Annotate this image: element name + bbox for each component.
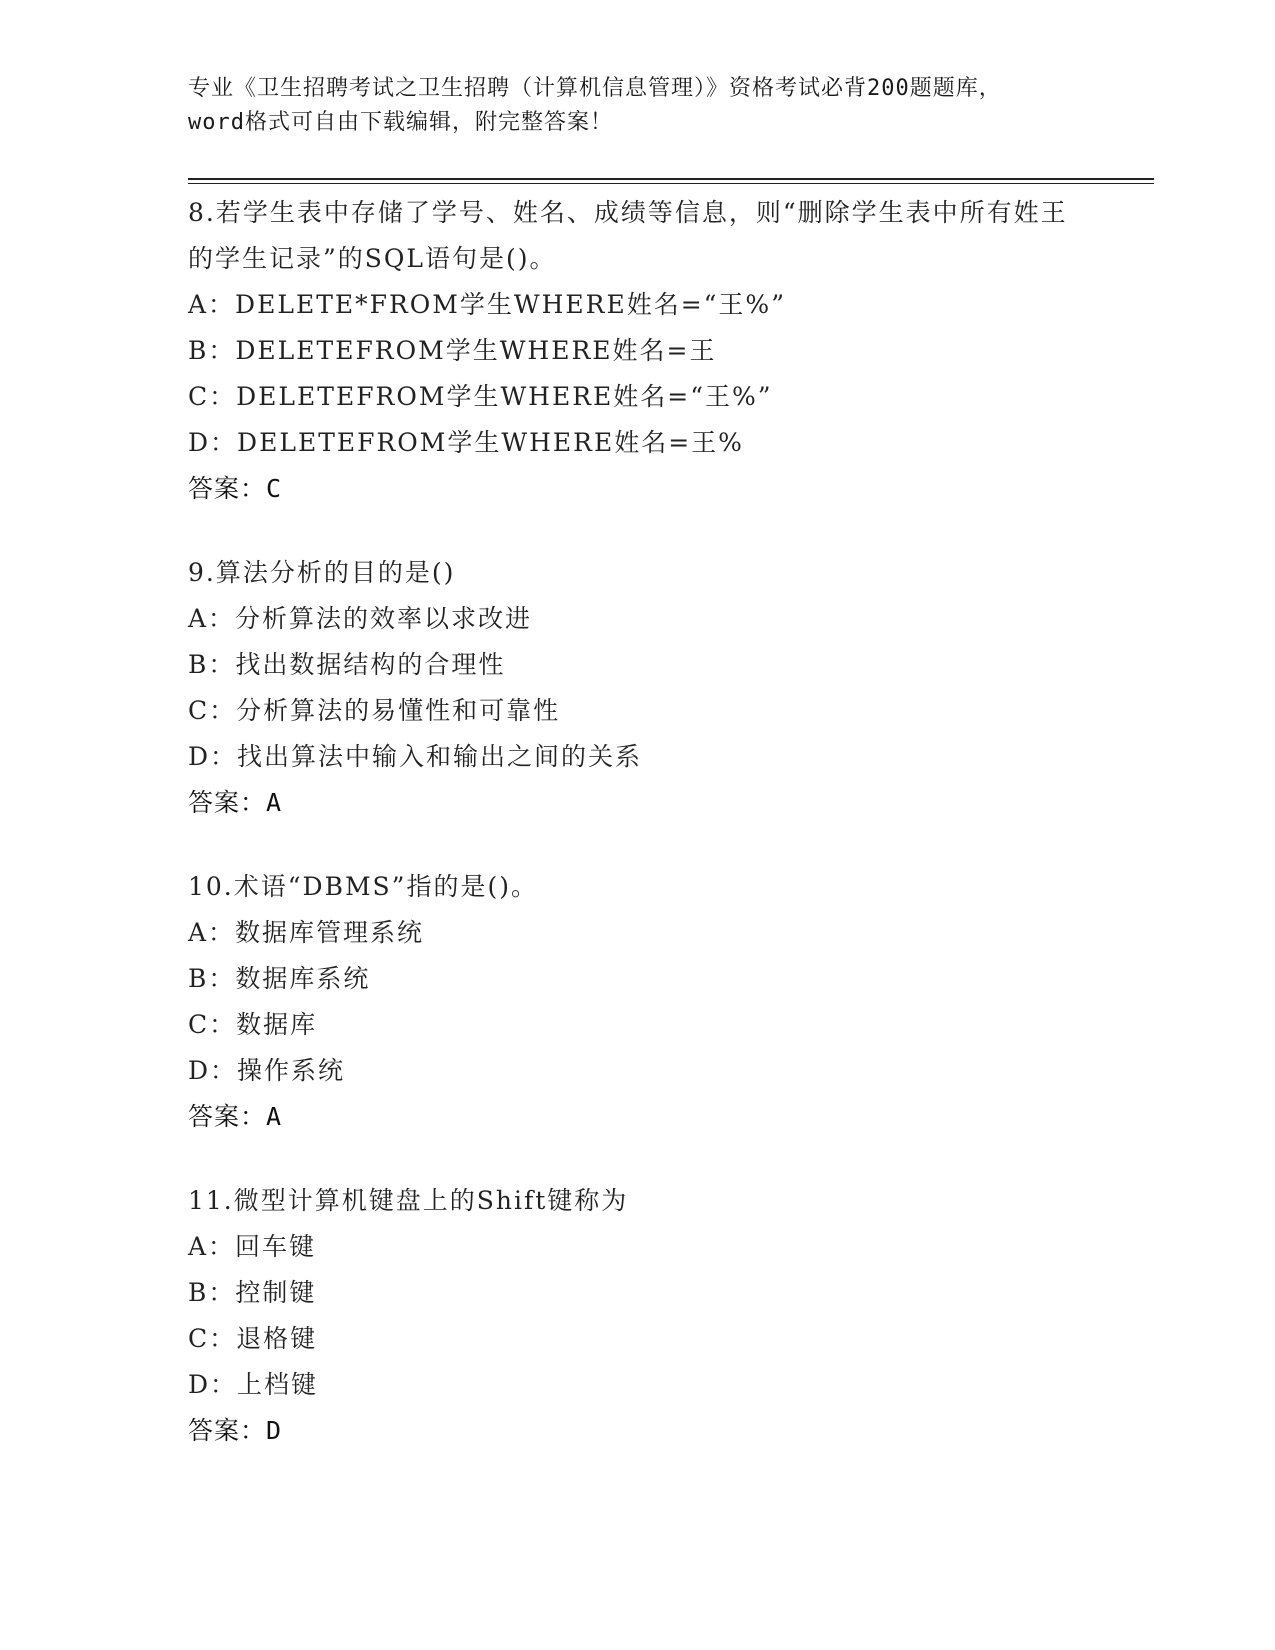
question-text: 11.微型计算机键盘上的Shift键称为 [188,1186,629,1215]
question-8 [188,190,1148,512]
answer-line: 答案：A [188,1102,283,1131]
option-a: A：DELETE*FROM学生WHERE姓名=“王%” [188,290,786,319]
option-b: B：控制键 [188,1278,317,1307]
option-d: D：操作系统 [188,1056,346,1085]
question-text: 8.若学生表中存储了学号、姓名、成绩等信息，则“删除学生表中所有姓王的学生记录”的SQL语句是()。 [188,198,1068,273]
option-a: A：回车键 [188,1232,317,1261]
option-b: B：数据库系统 [188,964,371,993]
answer-line: 答案：A [188,788,283,817]
option-c: C：数据库 [188,1010,318,1039]
option-c: C：分析算法的易懂性和可靠性 [188,696,561,725]
question-text: 10.术语“DBMS”指的是()。 [188,872,538,901]
option-c: C：DELETEFROM学生WHERE姓名=“王%” [188,382,773,411]
option-d: D：找出算法中输入和输出之间的关系 [188,742,643,771]
header-divider-thin [188,183,1154,184]
question-list [188,190,1148,1492]
header-divider-thick [188,178,1154,180]
question-10 [188,864,1148,1140]
option-b: B：DELETEFROM学生WHERE姓名=王 [188,336,717,365]
question-11 [188,1178,1148,1454]
answer-line: 答案：C [188,474,283,503]
option-a: A：数据库管理系统 [188,918,425,947]
option-a: A：分析算法的效率以求改进 [188,604,533,633]
option-d: D：上档键 [188,1370,319,1399]
question-text: 9.算法分析的目的是() [188,558,456,587]
option-b: B：找出数据结构的合理性 [188,650,506,679]
header-line-1: 专业《卫生招聘考试之卫生招聘（计算机信息管理）》资格考试必背200题题库， [188,76,1002,101]
option-d: D：DELETEFROM学生WHERE姓名=王% [188,428,744,457]
question-9 [188,550,1148,826]
header-line-2: word格式可自由下载编辑，附完整答案！ [188,110,613,135]
option-c: C：退格键 [188,1324,318,1353]
answer-line: 答案：D [188,1416,283,1445]
document-header [188,72,1088,140]
